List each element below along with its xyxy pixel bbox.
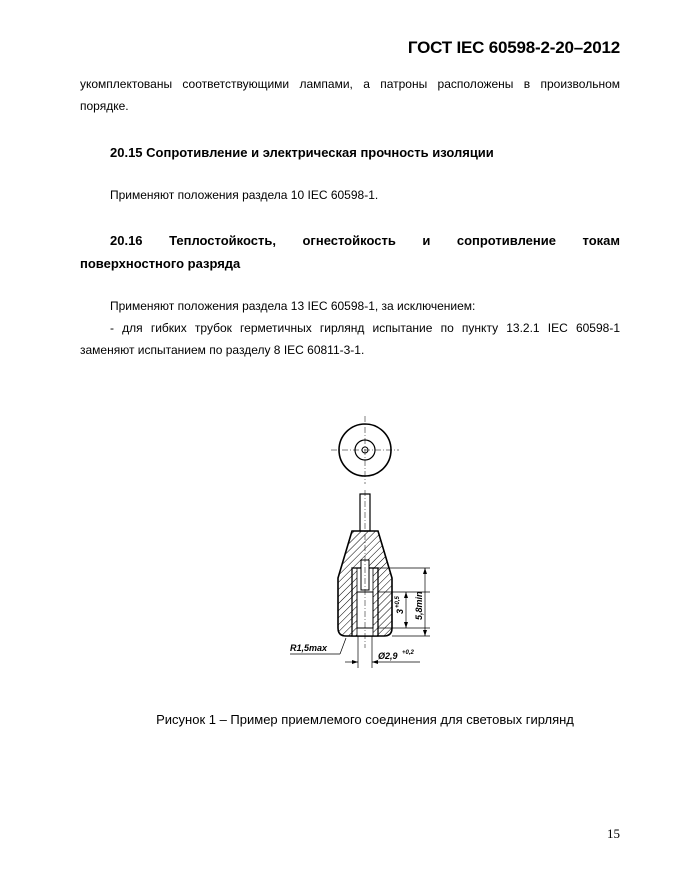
section-number: 20.16 <box>110 233 143 248</box>
section-20-16-item-line1: - для гибких трубок герметичных гирлянд испытание по пункту 13.2.1 IEC 60598-1 <box>110 321 620 335</box>
section-title: Теплостойкость, огнестойкость и сопротивление токам <box>169 233 620 248</box>
diameter-dimension: Ø2,9 <box>378 651 398 661</box>
section-20-16-item-line2: заменяют испытанием по разделу 8 IEC 60811-3-1. <box>80 343 365 357</box>
connector-drawing <box>270 410 450 685</box>
section-20-15-heading <box>80 141 620 164</box>
figure-caption: Рисунок 1 – Пример приемлемого соединения для световых гирлянд <box>156 712 574 727</box>
section-20-16-heading-line1 <box>80 229 620 252</box>
section-20-16-text: Применяют положения раздела 13 IEC 60598-1, за исключением: <box>110 299 476 313</box>
radius-dimension: R1,5max <box>290 643 328 653</box>
intro-paragraph-line2: порядке. <box>80 99 129 113</box>
page-number: 15 <box>607 826 620 841</box>
diameter-tolerance: +0,2 <box>402 650 414 656</box>
connector-body-section <box>338 490 392 648</box>
document-code: ГОСТ IEC 60598-2-20–2012 <box>407 38 620 57</box>
top-view <box>331 416 399 484</box>
intro-paragraph-line1: укомплектованы соответствующими лампами, а патроны расположены в произвольном <box>80 77 620 91</box>
depth-tolerance: +0,5 <box>395 596 401 608</box>
section-title: Сопротивление и электрическая прочность изоляции <box>146 145 494 160</box>
section-20-16-heading-line2: поверхностного разряда <box>80 256 241 271</box>
length-dimension: 5,8min <box>414 591 424 620</box>
depth-dimension: 3 <box>395 608 405 614</box>
section-number: 20.15 <box>110 145 143 160</box>
section-20-15-text: Применяют положения раздела 10 IEC 60598-1. <box>110 188 379 202</box>
